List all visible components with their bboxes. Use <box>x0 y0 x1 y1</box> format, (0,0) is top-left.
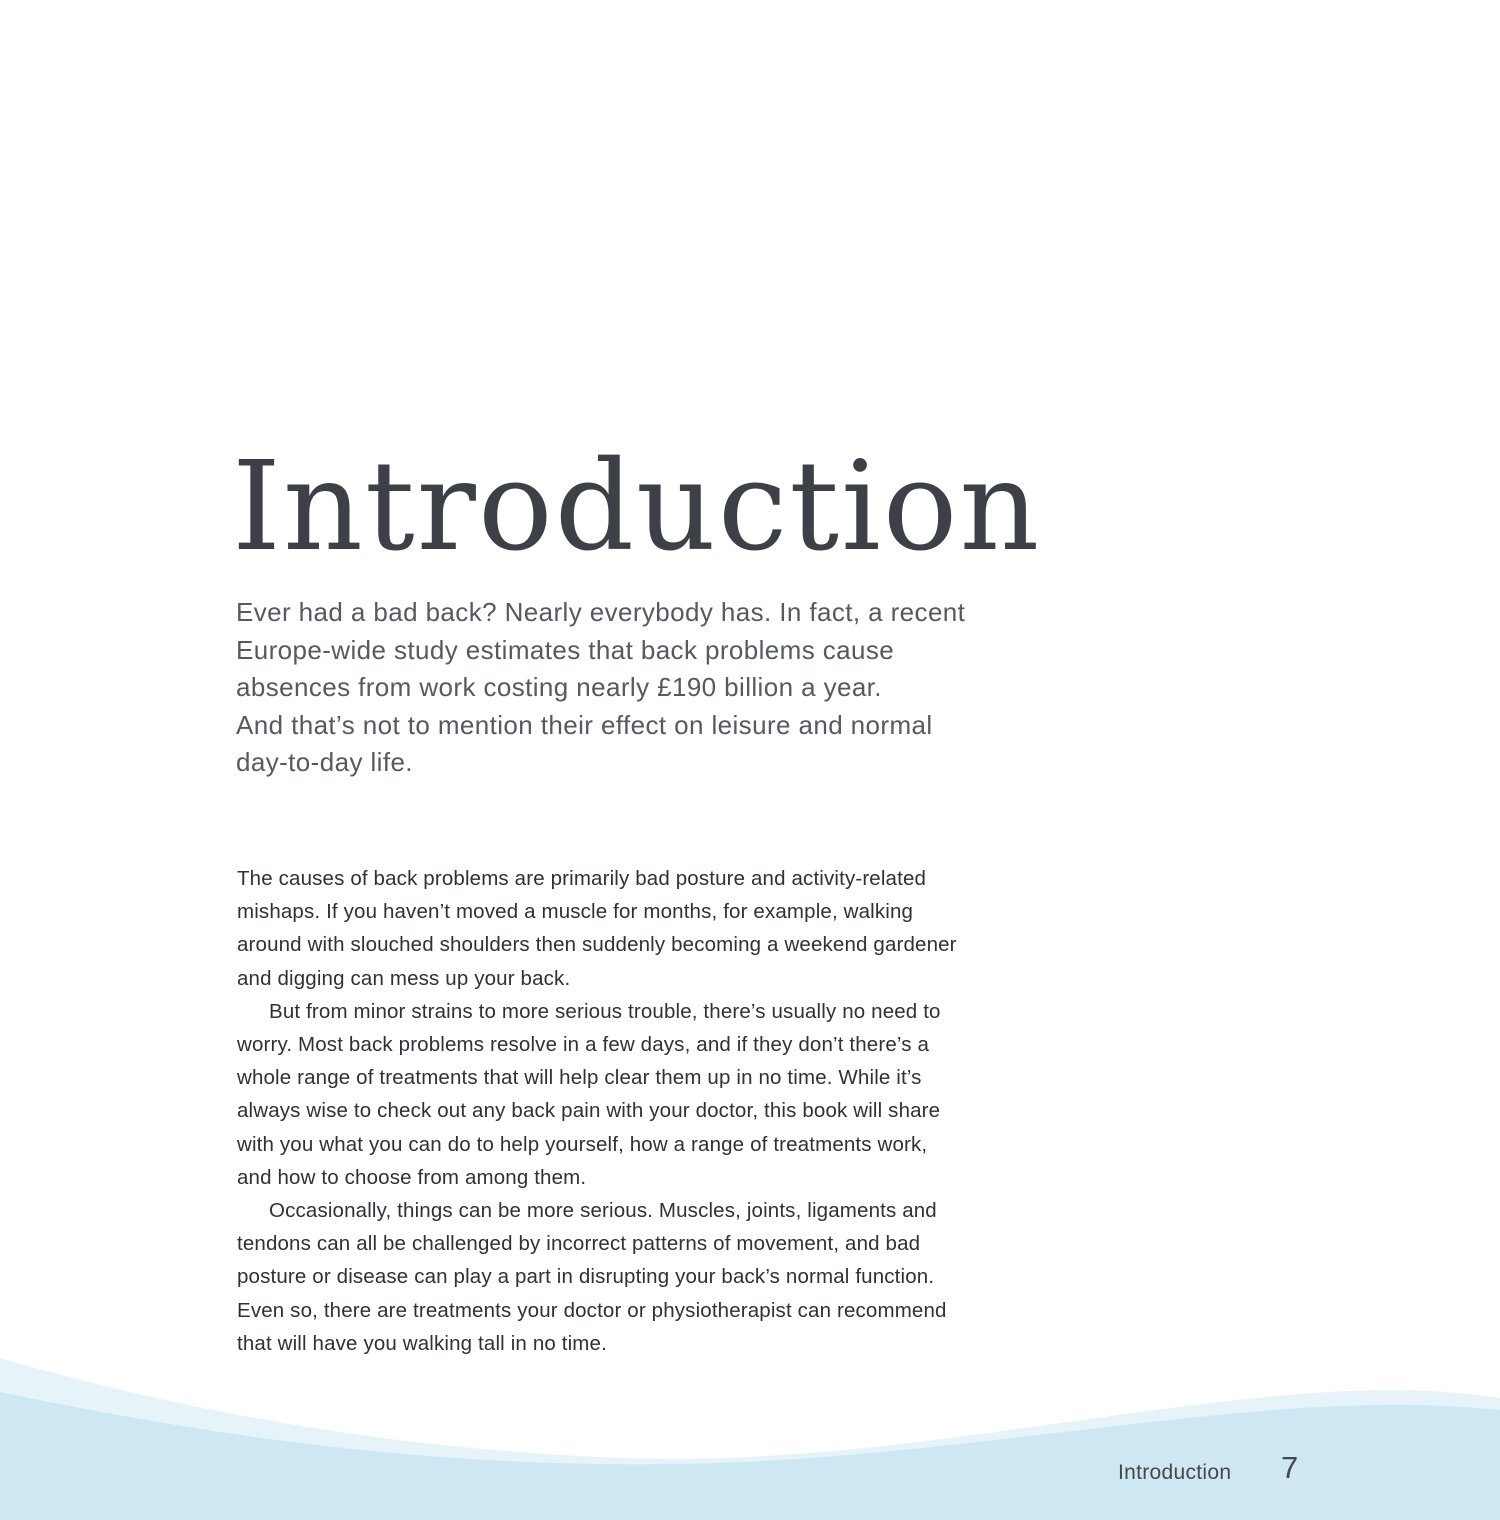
body-line: Occasionally, things can be more serious. Muscles, joints, ligaments and <box>269 1199 937 1223</box>
body-line: But from minor strains to more serious trouble, there’s usually no need to <box>269 999 941 1023</box>
lead-line: Europe-wide study estimates that back problems cause <box>236 634 895 665</box>
lead-line: day-to-day life. <box>236 747 413 777</box>
lead-line: absences from work costing nearly £190 billion a year. <box>236 672 882 702</box>
wave-band-main <box>0 1392 1500 1520</box>
page-number: 7 <box>1281 1450 1299 1485</box>
body-line: around with slouched shoulders then suddenly becoming a weekend gardener <box>237 933 957 957</box>
chapter-title: Introduction <box>232 435 1042 579</box>
body-line: worry. Most back problems resolve in a few days, and if they don’t there’s a <box>237 1033 930 1057</box>
wave-decoration <box>0 1340 1500 1520</box>
running-footer-section: Introduction <box>1118 1461 1232 1484</box>
body-line: tendons can all be challenged by incorrect patterns of movement, and bad <box>237 1232 921 1256</box>
body-line: and digging can mess up your back. <box>237 966 571 990</box>
body-line: that will have you walking tall in no time. <box>237 1331 607 1355</box>
body-line: and how to choose from among them. <box>237 1165 587 1189</box>
body-text <box>237 862 1117 1360</box>
body-line: with you what you can do to help yourself, how a range of treatments work, <box>237 1132 928 1156</box>
body-line: whole range of treatments that will help clear them up in no time. While it’s <box>237 1066 922 1090</box>
body-line: Even so, there are treatments your doctor or physiotherapist can recommend <box>237 1298 947 1322</box>
body-line: posture or disease can play a part in disrupting your back’s normal function. <box>237 1265 935 1289</box>
body-line: always wise to check out any back pain with your doctor, this book will share <box>237 1099 941 1123</box>
lead-line: Ever had a bad back? Nearly everybody has. In fact, a recent <box>236 597 966 627</box>
body-line: The causes of back problems are primarily bad posture and activity-related <box>237 867 927 890</box>
lead-paragraph <box>236 594 1096 782</box>
body-line: mishaps. If you haven’t moved a muscle for months, for example, walking <box>237 900 914 924</box>
lead-line: And that’s not to mention their effect on leisure and normal <box>236 709 933 740</box>
